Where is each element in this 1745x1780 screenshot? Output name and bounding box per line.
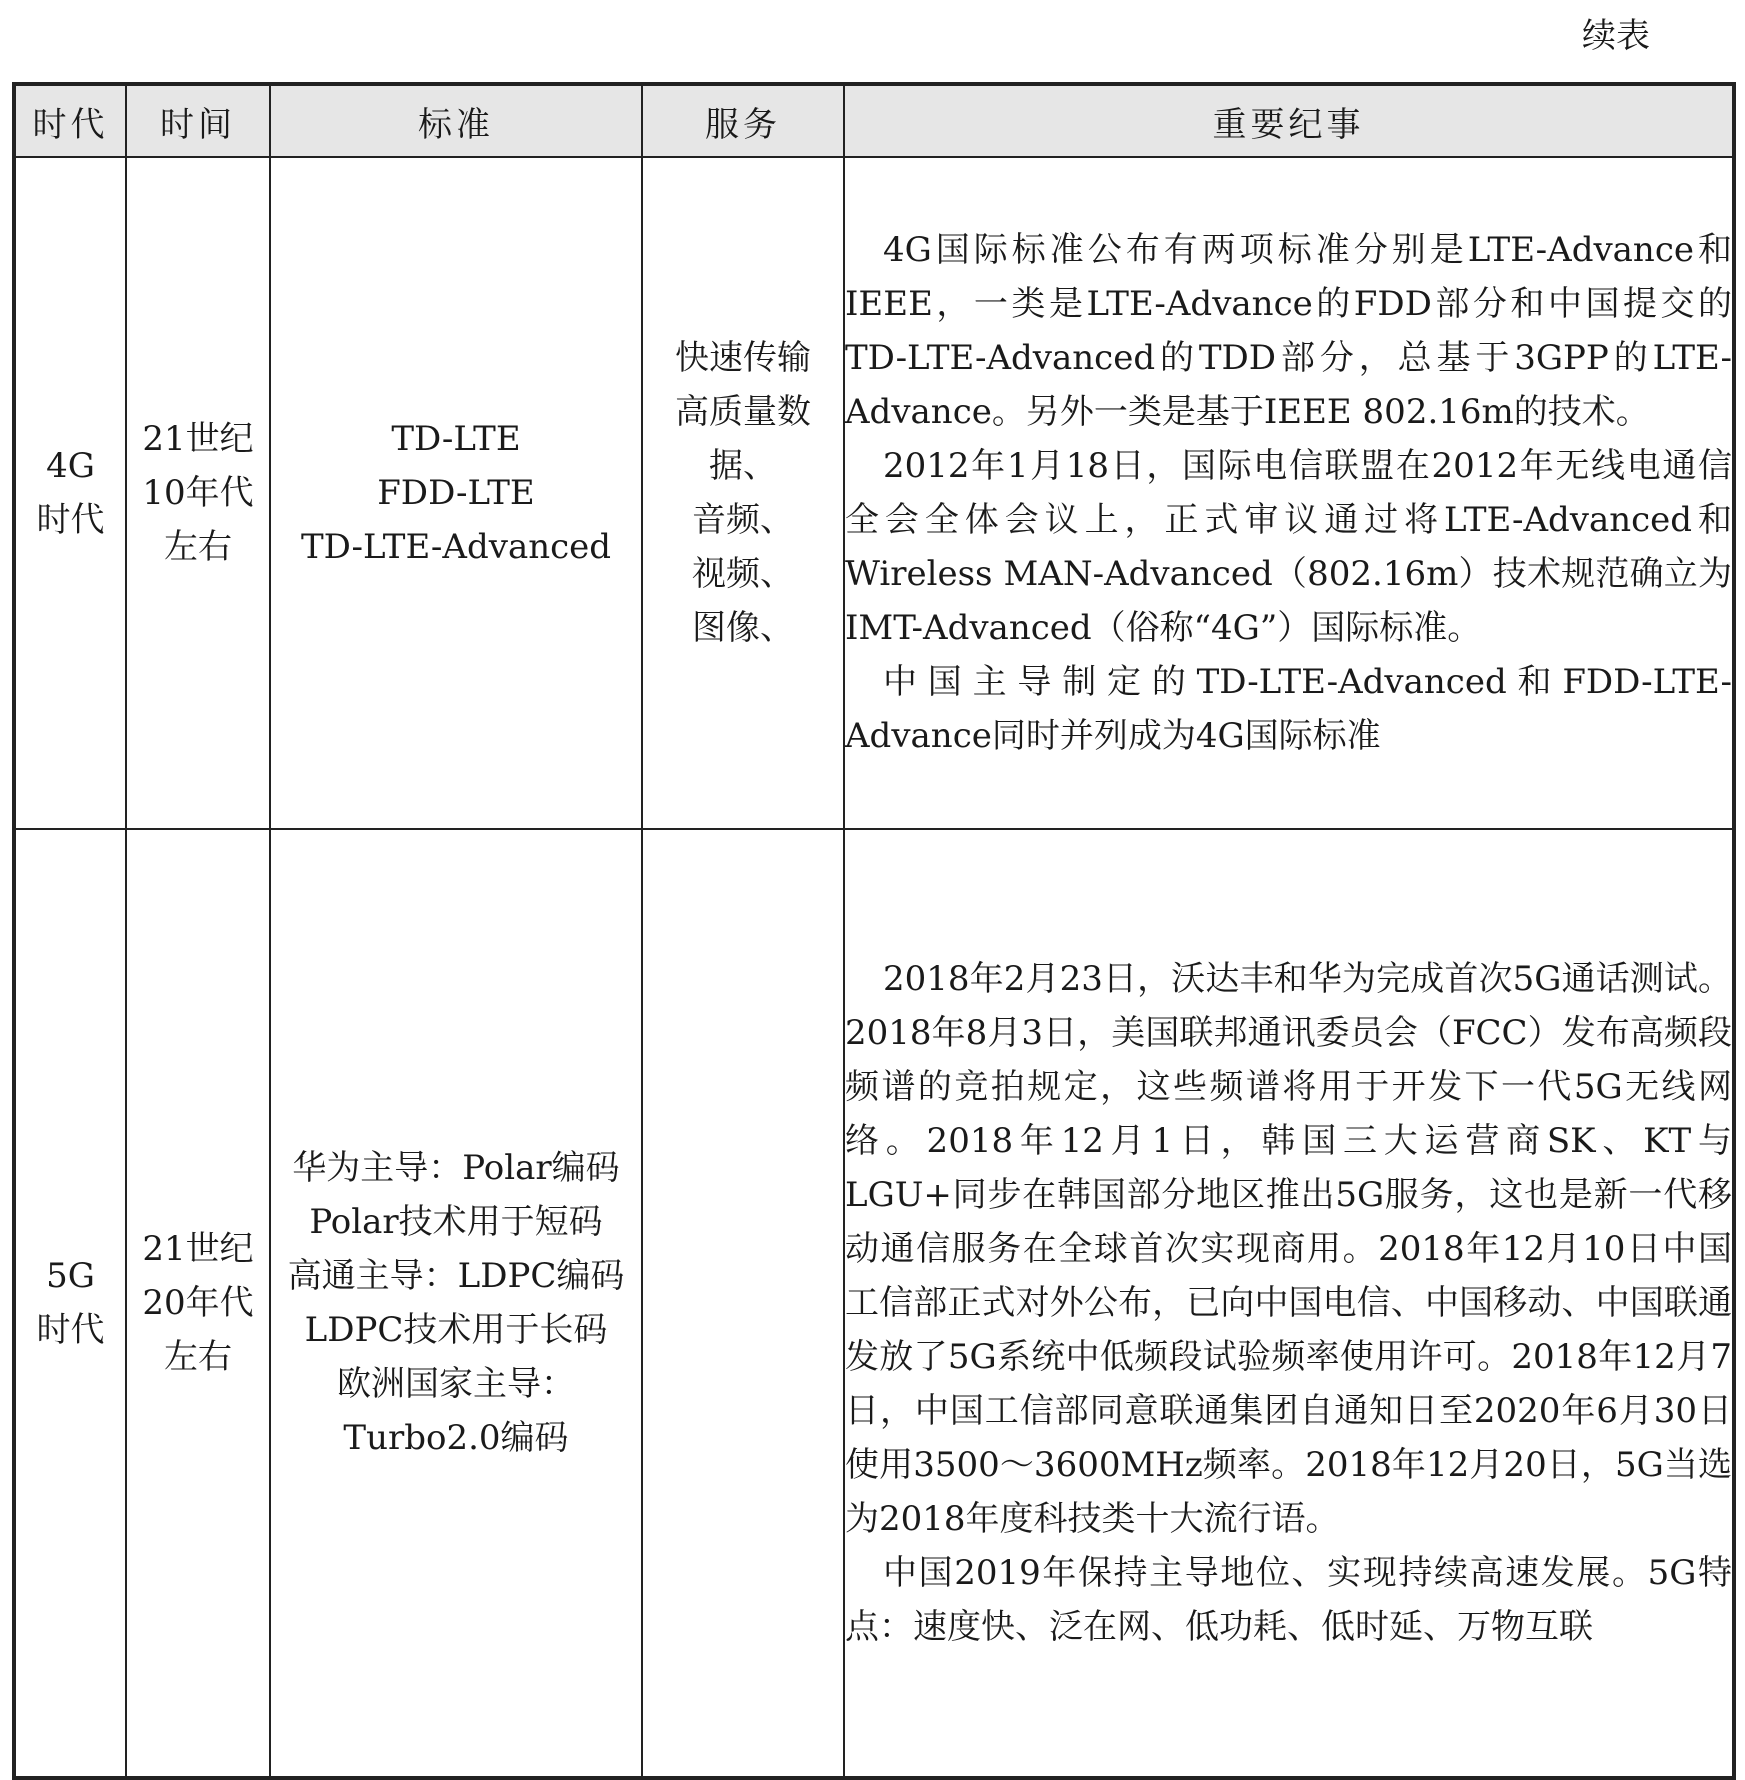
standard-line: 欧洲国家主导：	[337, 1364, 575, 1404]
table-row-4g	[14, 157, 1734, 829]
standard-line: 高通主导：LDPC编码	[287, 1256, 625, 1296]
service-cell-empty	[642, 829, 844, 1778]
table-row-5g	[14, 829, 1734, 1778]
events-cell	[844, 157, 1734, 829]
period-line: 21世纪	[142, 1229, 254, 1269]
standard-line: LDPC技术用于长码	[304, 1310, 608, 1350]
service-line: 高质量数据、	[675, 392, 811, 486]
era-line: 4G	[46, 446, 95, 486]
period-line: 10年代	[142, 473, 254, 513]
service-line: 图像、	[692, 608, 794, 648]
event-paragraph: 中国2019年保持主导地位、实现持续高速发展。5G特点：速度快、泛在网、低功耗、低时延、万物互联	[845, 1553, 1732, 1647]
event-paragraph: 2018年2月23日，沃达丰和华为完成首次5G通话测试。2018年8月3日，美国联邦通讯委员会（FCC）发布高频段频谱的竞拍规定，这些频谱将用于开发下一代5G无线网络。2018年12月1日，韩国三大运营商SK、KT与LGU+同步在韩国部分地区推出5G服务，这也是新一代移动通信服务在全球首次实现商用。2018年12月10日中国工信部正式对外公布，已向中国电信、中国移动、中国联通发放了5G系统中低频段试验频率使用许可。2018年12月7日，中国工信部同意联通集团自通知日至2020年6月30日使用3500～3600MHz频率。2018年12月20日，5G当选为2018年度科技类十大流行语。	[845, 959, 1732, 1539]
header-era: 时代	[14, 84, 126, 157]
service-line: 快速传输	[675, 338, 811, 378]
period-line: 21世纪	[142, 419, 254, 459]
header-events: 重要纪事	[844, 84, 1734, 157]
service-line: 音频、	[692, 500, 794, 540]
era-line: 5G	[46, 1256, 95, 1296]
header-service: 服务	[642, 84, 844, 157]
standard-line: TD-LTE-Advanced	[300, 527, 612, 567]
standard-line: Turbo2.0编码	[343, 1418, 569, 1458]
service-line: 视频、	[692, 554, 794, 594]
era-cell	[14, 157, 126, 829]
event-paragraph: 2012年1月18日，国际电信联盟在2012年无线电通信全会全体会议上，正式审议通过将LTE-Advanced和Wireless MAN-Advanced（802.16m）技术规范确立为IMT-Advanced（俗称“4G”）国际标准。	[845, 446, 1732, 648]
standard-line: FDD-LTE	[377, 473, 535, 513]
table-header-row	[14, 84, 1734, 157]
era-cell	[14, 829, 126, 1778]
period-line: 左右	[164, 1337, 232, 1377]
event-paragraph: 中国主导制定的TD-LTE-Advanced和FDD-LTE-Advance同时并列成为4G国际标准	[845, 662, 1732, 756]
era-line: 时代	[36, 1310, 105, 1350]
standard-line: 华为主导：Polar编码	[292, 1148, 620, 1188]
era-line: 时代	[36, 500, 105, 540]
events-cell	[844, 829, 1734, 1778]
generations-table	[12, 82, 1736, 1780]
table-continued-caption: 续表	[1582, 16, 1650, 56]
standard-cell	[270, 829, 642, 1778]
period-cell	[126, 829, 270, 1778]
service-cell	[642, 157, 844, 829]
standard-line: TD-LTE	[391, 419, 521, 459]
header-standard: 标准	[270, 84, 642, 157]
standard-line: Polar技术用于短码	[309, 1202, 603, 1242]
period-line: 左右	[164, 527, 232, 567]
event-paragraph: 4G国际标准公布有两项标准分别是LTE-Advance和IEEE，一类是LTE-Advance的FDD部分和中国提交的TD-LTE-Advanced的TDD部分，总基于3GPP的LTE-Advance。另外一类是基于IEEE 802.16m的技术。	[845, 230, 1732, 432]
period-line: 20年代	[142, 1283, 254, 1323]
period-cell	[126, 157, 270, 829]
standard-cell	[270, 157, 642, 829]
header-period: 时间	[126, 84, 270, 157]
